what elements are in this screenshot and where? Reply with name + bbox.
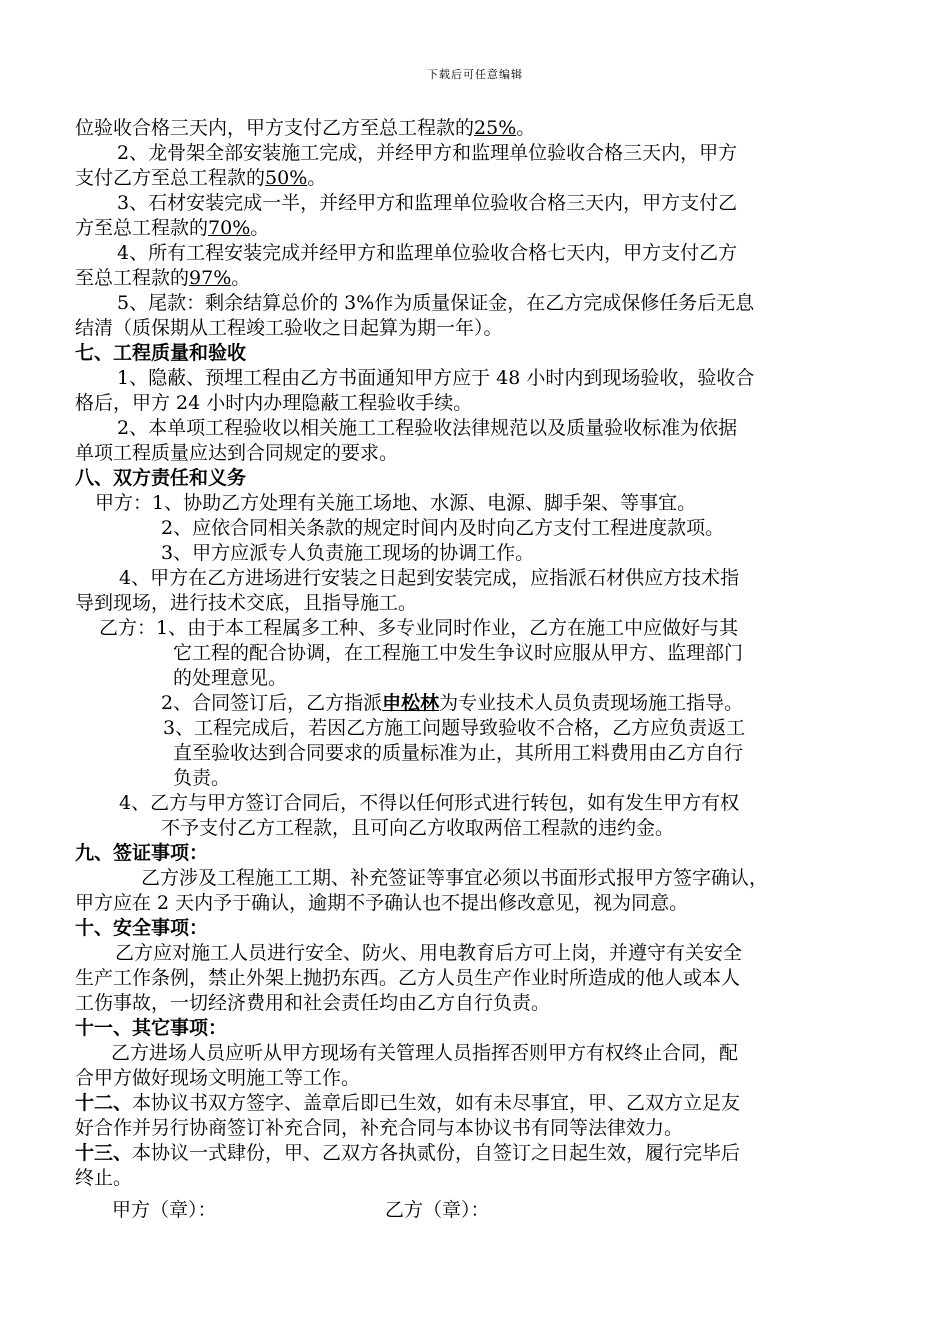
section-heading-9: 九、签证事项： <box>75 842 209 864</box>
clause-line: 乙方应对施工人员进行安全、防火、用电教育后方可上岗，并遵守有关安全 <box>115 942 743 964</box>
section-label-13: 十三、 <box>75 1142 133 1164</box>
party-b-seal-label: 乙方（章）： <box>385 1199 490 1221</box>
clause-line: 乙方：1、由于本工程属多工种、多专业同时作业，乙方在施工中应做好与其 <box>99 617 739 639</box>
payment-line: 支付乙方至总工程款的50%。 <box>75 167 327 189</box>
contract-body <box>75 116 875 1191</box>
payment-line: 方至总工程款的70%。 <box>75 217 270 239</box>
clause-line: 甲方应在 2 天内予于确认，逾期不予确认也不提出修改意见，视为同意。 <box>75 892 689 914</box>
payment-line: 结清（质保期从工程竣工验收之日起算为期一年）。 <box>75 317 503 339</box>
section-heading-7: 七、工程质量和验收 <box>75 342 247 364</box>
clause-line: 乙方涉及工程施工工期、补充签证等事宜必须以书面形式报甲方签字确认， <box>141 867 769 889</box>
clause-line: 1、隐蔽、预埋工程由乙方书面通知甲方应于 48 小时内到现场验收，验收合 <box>117 367 755 389</box>
clause-line: 4、甲方在乙方进场进行安装之日起到安装完成，应指派石材供应方技术指 <box>119 567 740 589</box>
clause-line: 4、乙方与甲方签订合同后，不得以任何形式进行转包，如有发生甲方有权 <box>119 792 740 814</box>
clause-line: 单项工程质量应达到合同规定的要求。 <box>75 442 399 464</box>
section-heading-10: 十、安全事项： <box>75 917 209 939</box>
technician-name: 申松林 <box>382 692 440 714</box>
clause-line: 3、甲方应派专人负责施工现场的协调工作。 <box>161 542 535 564</box>
clause-line: 格后，甲方 24 小时内办理隐蔽工程验收手续。 <box>75 392 473 414</box>
clause-line: 导到现场，进行技术交底，且指导施工。 <box>75 592 418 614</box>
clause-line: 3、工程完成后，若因乙方施工问题导致验收不合格，乙方应负责返工 <box>163 717 746 739</box>
clause-line: 终止。 <box>75 1167 133 1189</box>
payment-percent: 50% <box>265 167 308 189</box>
payment-line: 至总工程款的97%。 <box>75 267 251 289</box>
clause-line: 甲方：1、协助乙方处理有关施工场地、水源、电源、脚手架、等事宜。 <box>95 492 697 514</box>
clause-line: 工伤事故，一切经济费用和社会责任均由乙方自行负责。 <box>75 992 551 1014</box>
clause-line: 负责。 <box>173 767 231 789</box>
payment-item-4: 4、所有工程安装完成并经甲方和监理单位验收合格七天内，甲方支付乙方 <box>117 242 738 264</box>
clause-line: 乙方进场人员应听从甲方现场有关管理人员指挥否则甲方有权终止合同，配 <box>111 1042 739 1064</box>
payment-item-3: 3、石材安装完成一半，并经甲方和监理单位验收合格三天内，甲方支付乙 <box>117 192 738 214</box>
section-label-12: 十二、 <box>75 1092 133 1114</box>
clause-line: 2、合同签订后，乙方指派申松林为专业技术人员负责现场施工指导。 <box>161 692 744 714</box>
page-header-note: 下载后可任意编辑 <box>427 68 523 81</box>
clause-line: 好合作并另行协商签订补充合同，补充合同与本协议书有同等法律效力。 <box>75 1117 684 1139</box>
clause-line: 它工程的配合协调，在工程施工中发生争议时应服从甲方、监理部门 <box>173 642 744 664</box>
clause-line: 不予支付乙方工程款，且可向乙方收取两倍工程款的违约金。 <box>161 817 675 839</box>
payment-percent: 25% <box>474 117 517 139</box>
payment-line: 位验收合格三天内，甲方支付乙方至总工程款的25%。 <box>75 117 536 139</box>
payment-percent: 70% <box>208 217 251 239</box>
clause-line: 2、应依合同相关条款的规定时间内及时向乙方支付工程进度款项。 <box>161 517 725 539</box>
clause-line: 十二、本协议书双方签字、盖章后即已生效，如有未尽事宜，甲、乙双方立足友 <box>75 1092 741 1114</box>
clause-line: 生产工作条例，禁止外架上抛扔东西。乙方人员生产作业时所造成的他人或本人 <box>75 967 741 989</box>
clause-line: 2、本单项工程验收以相关施工工程验收法律规范以及质量验收标准为依据 <box>117 417 738 439</box>
clause-line: 直至验收达到合同要求的质量标准为止，其所用工料费用由乙方自行 <box>173 742 744 764</box>
section-heading-8: 八、双方责任和义务 <box>75 467 247 489</box>
section-heading-11: 十一、其它事项： <box>75 1017 228 1039</box>
clause-line: 十三、本协议一式肆份，甲、乙双方各执贰份，自签订之日起生效，履行完毕后 <box>75 1142 741 1164</box>
payment-item-5: 5、尾款：剩余结算总价的 3%作为质量保证金，在乙方完成保修任务后无息 <box>117 292 755 314</box>
payment-percent: 97% <box>189 267 232 289</box>
payment-item-2: 2、龙骨架全部安装施工完成，并经甲方和监理单位验收合格三天内，甲方 <box>117 142 738 164</box>
clause-line: 合甲方做好现场文明施工等工作。 <box>75 1067 361 1089</box>
clause-line: 的处理意见。 <box>173 667 288 689</box>
party-a-seal-label: 甲方（章）： <box>112 1199 217 1221</box>
